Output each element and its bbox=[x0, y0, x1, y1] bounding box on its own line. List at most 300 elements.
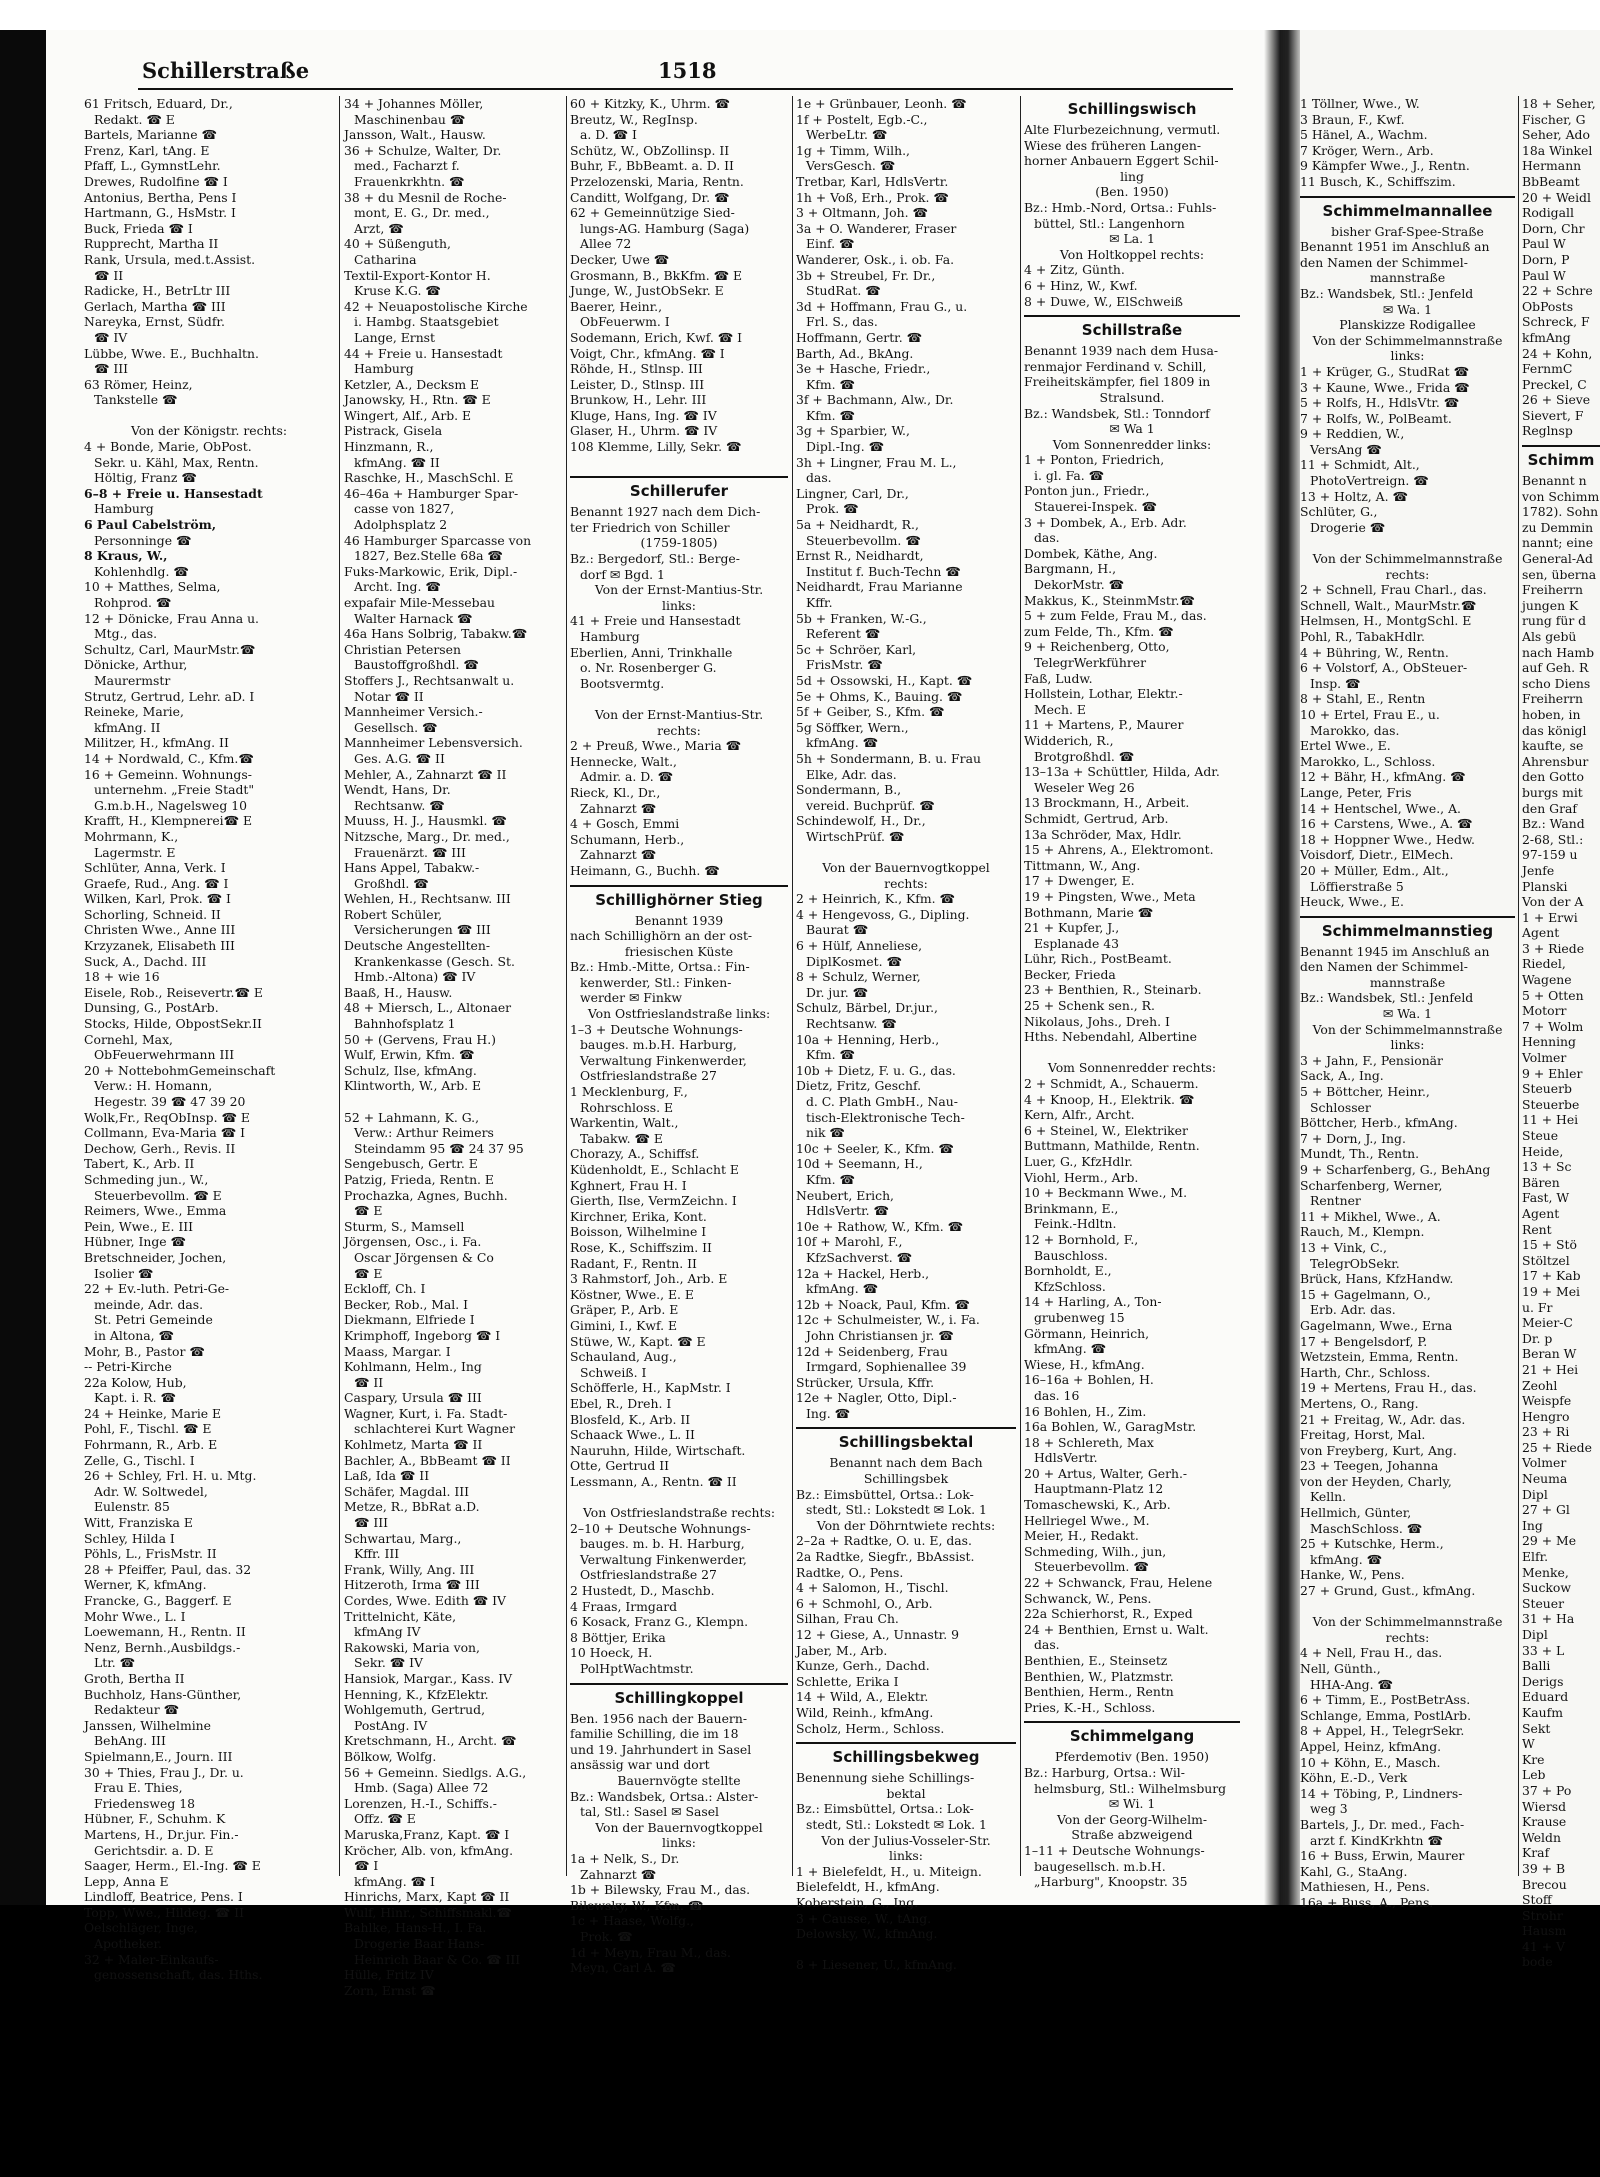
section-direction-note: rechts: bbox=[657, 722, 701, 738]
directory-entry-line: 42 + Neuapostolische Kirche bbox=[344, 298, 528, 314]
directory-entry-line: 4 Fraas, Irmgard bbox=[570, 1598, 678, 1614]
directory-entry-line: Pries, K.-H., Schloss. bbox=[1024, 1699, 1156, 1715]
directory-entry-line: 13a Schröder, Max, Hdlr. bbox=[1024, 826, 1182, 842]
directory-entry-line: 41 + V bbox=[1522, 1938, 1565, 1954]
directory-entry-line: 20 + Artus, Walter, Gerh.- bbox=[1024, 1465, 1188, 1481]
directory-entry-line: 4 + Knoop, H., Elektrik. ☎ bbox=[1024, 1091, 1195, 1107]
directory-entry-line: 16a + Buss, A., Pens. bbox=[1300, 1894, 1434, 1910]
directory-entry-line: von der Heyden, Charly, bbox=[1300, 1473, 1452, 1489]
directory-entry-line: 1 + Erwi bbox=[1522, 909, 1578, 925]
directory-entry-line: 63 Römer, Heinz, bbox=[84, 376, 193, 392]
directory-entry-line: Dipl bbox=[1522, 1627, 1548, 1642]
directory-entry-line: Klintworth, W., Arb. E bbox=[344, 1078, 482, 1094]
directory-entry-line: Scharfenberg, Werner, bbox=[1300, 1177, 1443, 1193]
directory-entry-line: 10c + Seeler, K., Kfm. ☎ bbox=[796, 1140, 954, 1156]
directory-entry-line: 18 + Schlereth, Max bbox=[1024, 1434, 1154, 1450]
directory-entry-line: auf Geh. R bbox=[1522, 660, 1589, 676]
directory-entry-line: Oscar Jörgensen & Co bbox=[354, 1249, 494, 1265]
directory-entry-line: 10 + Ertel, Frau E., u. bbox=[1300, 706, 1440, 722]
directory-entry-line: Drewes, Rudolfine ☎ I bbox=[84, 173, 228, 189]
directory-entry-line: Hennecke, Walt., bbox=[570, 753, 677, 769]
directory-entry-line: Prok. ☎ bbox=[580, 1928, 633, 1944]
directory-entry-line: Kohlmann, Helm., Ing bbox=[344, 1359, 482, 1375]
directory-entry-line: 18a Winkel bbox=[1522, 142, 1593, 158]
directory-entry-line: Verwaltung Finkenwerder, bbox=[580, 1551, 747, 1567]
directory-entry-line: Ostfrieslandstraße 27 bbox=[580, 1567, 717, 1583]
directory-entry-line: Frau E. Thies, bbox=[94, 1780, 183, 1796]
directory-entry-line: Steuerbevollm. ☎ E bbox=[94, 1187, 222, 1203]
directory-entry-line: in Altona, ☎ bbox=[94, 1327, 174, 1343]
directory-entry-line: den Namen der Schimmel- bbox=[1300, 959, 1468, 975]
directory-column-6 bbox=[1300, 96, 1515, 1910]
directory-entry-line: Zahnarzt ☎ bbox=[580, 1866, 657, 1882]
directory-entry-line: Stöltzel bbox=[1522, 1252, 1570, 1268]
street-heading: Schillingkoppel bbox=[570, 1683, 788, 1708]
directory-entry-line: 50 + (Gervens, Frau H.) bbox=[344, 1031, 496, 1047]
directory-entry-line: Pfaff, L., GymnstLehr. bbox=[84, 158, 221, 174]
directory-entry-line: Bz.: Bergedorf, Stl.: Berge- bbox=[570, 551, 740, 567]
directory-entry-line: Steuerbe bbox=[1522, 1096, 1580, 1112]
directory-entry-line: 4 + Nell, Frau H., das. bbox=[1300, 1645, 1443, 1661]
directory-entry-line: Löffierstraße 5 bbox=[1310, 878, 1404, 894]
directory-entry-line: Hauptmann-Platz 12 bbox=[1034, 1481, 1164, 1497]
directory-entry-line: Reineke, Marie, bbox=[84, 704, 184, 720]
directory-entry-line bbox=[796, 1942, 1016, 1958]
directory-entry-line: 17 + Bengelsdorf, P. bbox=[1300, 1333, 1428, 1349]
directory-entry-line: 6 + Schmohl, O., Arb. bbox=[796, 1595, 933, 1611]
directory-entry-line: Gesellsch. ☎ bbox=[354, 719, 438, 735]
directory-entry-line: Blosfeld, K., Arb. II bbox=[570, 1411, 691, 1427]
directory-entry-line: Rentner bbox=[1310, 1193, 1361, 1209]
directory-entry-line: Isolier ☎ bbox=[94, 1265, 154, 1281]
directory-entry-line: 18 + wie 16 bbox=[84, 969, 160, 985]
directory-entry-line: Bachler, A., BbBeamt ☎ II bbox=[344, 1452, 511, 1468]
street-heading: Schillingswisch bbox=[1067, 100, 1197, 118]
directory-entry-line: Barth, Ad., BkAng. bbox=[796, 345, 914, 361]
directory-entry-line: Bornholdt, E., bbox=[1024, 1263, 1112, 1279]
directory-entry-line bbox=[570, 455, 788, 471]
directory-entry-line: Lessmann, A., Rentn. ☎ II bbox=[570, 1473, 737, 1489]
directory-entry-line: 22a Schierhorst, R., Exped bbox=[1024, 1606, 1193, 1622]
directory-entry-line: Schlüter, G., bbox=[1300, 504, 1378, 520]
directory-entry-line: Suck, A., Dachd. III bbox=[84, 953, 207, 969]
street-heading: Schimmelmannstieg bbox=[1300, 916, 1515, 941]
directory-entry-line: G.m.b.H., Nagelsweg 10 bbox=[94, 797, 247, 813]
directory-entry-line: ObFeuerwehrmann III bbox=[94, 1047, 235, 1063]
directory-entry-line: kfmAng. ☎ bbox=[1034, 1341, 1107, 1357]
directory-entry-line: Otte, Gertrud II bbox=[570, 1458, 670, 1474]
directory-entry-line: Nitzsche, Marg., Dr. med., bbox=[344, 828, 510, 844]
directory-entry-line: W bbox=[1522, 1736, 1535, 1752]
directory-entry-line: Wild, Reinh., kfmAng. bbox=[796, 1704, 934, 1720]
directory-entry-line: 1c + Haase, Wolfg., bbox=[570, 1913, 694, 1929]
column-divider bbox=[792, 96, 793, 1876]
directory-entry-line: Schindewolf, H., Dr., bbox=[796, 813, 926, 829]
directory-entry-line: kfmAng. ☎ II bbox=[354, 454, 440, 470]
directory-entry-line: Wingert, Alf., Arb. E bbox=[344, 407, 472, 423]
directory-entry-line: Krause bbox=[1522, 1814, 1567, 1830]
directory-entry-line: Benthien, Herm., Rentn bbox=[1024, 1684, 1174, 1700]
directory-entry-line: 16 + Buss, Erwin, Maurer bbox=[1300, 1848, 1465, 1864]
directory-entry-line: 8 + Schulz, Werner, bbox=[796, 969, 921, 985]
section-direction-note: Von der Georg-Wilhelm- bbox=[1056, 1811, 1208, 1827]
section-direction-note: Vom Sonnenredder links: bbox=[1052, 436, 1212, 452]
directory-entry-line: Reglnsp bbox=[1522, 423, 1573, 439]
directory-entry-line: Schlange, Emma, PostlArb. bbox=[1300, 1707, 1472, 1723]
directory-entry-line: Kaufm bbox=[1522, 1704, 1563, 1720]
directory-entry-line: Mohr Wwe., L. I bbox=[84, 1608, 186, 1624]
directory-entry-line: 13 + Vink, C., bbox=[1300, 1239, 1388, 1255]
directory-entry-line: Adolphsplatz 2 bbox=[354, 517, 448, 533]
directory-entry-line: Saager, Herm., El.-Ing. ☎ E bbox=[84, 1858, 261, 1874]
section-direction-note: Von der Bauernvogtkoppel bbox=[595, 1819, 763, 1835]
directory-entry-line: Dipl bbox=[1522, 1486, 1548, 1502]
directory-entry-line: Schorling, Schneid. II bbox=[84, 906, 221, 922]
directory-entry-line: Riedel, bbox=[1522, 956, 1566, 972]
section-direction-note: links: bbox=[1390, 348, 1425, 364]
directory-entry-line: 14 + Harling, A., Ton- bbox=[1024, 1294, 1162, 1310]
directory-entry-line: Brinkmann, E., bbox=[1024, 1200, 1119, 1216]
directory-entry-line: jungen K bbox=[1522, 597, 1579, 613]
directory-entry-line: Silhan, Frau Ch. bbox=[796, 1611, 899, 1627]
directory-entry-line: 34 + Johannes Möller, bbox=[344, 96, 484, 111]
directory-entry-line: Freiheitskämpfer, fiel 1809 in bbox=[1024, 374, 1211, 390]
section-direction-note: Von Holtkoppel rechts: bbox=[1059, 246, 1205, 262]
directory-entry-line: 8 Böttjer, Erika bbox=[570, 1629, 666, 1645]
directory-entry-line: Hanke, W., Pens. bbox=[1300, 1567, 1405, 1583]
directory-entry-line: Hollstein, Lothar, Elektr.- bbox=[1024, 686, 1183, 702]
directory-entry-line: PolHptWachtmstr. bbox=[580, 1661, 694, 1676]
directory-entry-line: Radtke, O., Pens. bbox=[796, 1564, 904, 1580]
directory-entry-line: Steuer bbox=[1522, 1595, 1565, 1611]
header-rule bbox=[138, 88, 1233, 90]
directory-entry-line: Mundt, Th., Rentn. bbox=[1300, 1146, 1420, 1162]
directory-entry-line: 12 + Bornhold, F., bbox=[1024, 1231, 1139, 1247]
directory-entry-line: Seher, Ado bbox=[1522, 127, 1590, 143]
directory-entry-line: 38 + du Mesnil de Roche- bbox=[344, 189, 507, 205]
directory-entry-line: Sack, A., Ing. bbox=[1300, 1068, 1384, 1084]
directory-entry-line: 52 + Lahmann, K. G., bbox=[344, 1109, 480, 1125]
directory-entry-line: 2a Radtke, Siegfr., BbAssist. bbox=[796, 1549, 975, 1565]
directory-entry-line: Steuerbevollm. ☎ bbox=[806, 532, 921, 548]
directory-entry-line: Schlüter, Anna, Verk. I bbox=[84, 860, 226, 876]
directory-entry-line: Steue bbox=[1522, 1128, 1559, 1143]
directory-entry-line: DekorMstr. ☎ bbox=[1034, 577, 1125, 593]
directory-entry-line: zu Demmin bbox=[1522, 519, 1594, 535]
directory-entry-line: Schmidt, Gertrud, Arb. bbox=[1024, 810, 1169, 826]
directory-entry-line: Hellmich, Günter, bbox=[1300, 1505, 1412, 1521]
directory-entry-line: Wagene bbox=[1522, 972, 1572, 988]
directory-entry-line: Böttcher, Herb., kfmAng. bbox=[1300, 1115, 1458, 1131]
directory-entry-line: 9 + Reichenberg, Otto, bbox=[1024, 639, 1170, 655]
directory-entry-line: hoben, in bbox=[1522, 706, 1581, 722]
directory-entry-line: Feink.-Hdltn. bbox=[1034, 1216, 1117, 1232]
section-direction-note: Von der Döhrntwiete rechts: bbox=[816, 1517, 996, 1533]
directory-entry-line: Insp. ☎ bbox=[1310, 675, 1361, 691]
directory-entry-line: Hoffmann, Gertr. ☎ bbox=[796, 329, 923, 345]
directory-entry-line: 10 Hoeck, H. bbox=[570, 1645, 653, 1661]
directory-entry-line: Kfm. ☎ bbox=[806, 1047, 855, 1063]
directory-entry-line: 5g Söffker, Wern., bbox=[796, 719, 909, 735]
directory-entry-line: Christen Wwe., Anne III bbox=[84, 922, 236, 938]
section-direction-note: mannstraße bbox=[1369, 974, 1446, 990]
directory-entry-line: Rodigall bbox=[1522, 205, 1574, 221]
directory-entry-line: Wolk,Fr., ReqObInsp. ☎ E bbox=[84, 1109, 250, 1125]
directory-entry-line bbox=[796, 845, 1016, 861]
directory-entry-line: 19 + Pingsten, Wwe., Meta bbox=[1024, 888, 1196, 904]
directory-entry-line: Krimphoff, Ingeborg ☎ I bbox=[344, 1327, 501, 1343]
directory-entry-line: Becker, Rob., Mal. I bbox=[344, 1296, 469, 1312]
directory-entry-line: 18 + Hoppner Wwe., Hedw. bbox=[1300, 831, 1475, 847]
directory-entry-line: Boisson, Wilhelmine I bbox=[570, 1224, 707, 1240]
directory-entry-line: 24 + Heinke, Marie E bbox=[84, 1405, 222, 1421]
directory-entry-line: 9 + Ehler bbox=[1522, 1065, 1583, 1081]
directory-entry-line: Hamburg bbox=[580, 629, 640, 644]
directory-entry-line: familie Schilling, die im 18 bbox=[570, 1726, 739, 1742]
directory-entry-line: Wetzstein, Emma, Rentn. bbox=[1300, 1349, 1459, 1365]
directory-entry-line: 5 Hänel, A., Wachm. bbox=[1300, 127, 1428, 143]
directory-entry-line: Rauch, M., Klempn. bbox=[1300, 1224, 1425, 1240]
directory-entry-line: Cordes, Wwe. Edith ☎ IV bbox=[344, 1593, 506, 1608]
directory-entry-line: Kirchner, Erika, Kont. bbox=[570, 1208, 707, 1224]
directory-entry-line: 6 Kosack, Franz G., Klempn. bbox=[570, 1614, 749, 1630]
directory-entry-line: Catharina bbox=[354, 251, 417, 267]
directory-entry-line: 21 + Freitag, W., Adr. das. bbox=[1300, 1411, 1466, 1427]
directory-entry-line: 37 + Po bbox=[1522, 1782, 1572, 1798]
directory-entry-line: Suckow bbox=[1522, 1580, 1571, 1596]
directory-entry-line: 22 + Schre bbox=[1522, 283, 1593, 299]
directory-entry-line: 5h + Sondermann, B. u. Frau bbox=[796, 750, 981, 766]
directory-entry-line: Brunkow, H., Lehr. III bbox=[570, 392, 707, 408]
directory-entry-line: Hausm bbox=[1522, 1923, 1567, 1939]
section-direction-note: Von Ostfrieslandstraße links: bbox=[587, 1006, 771, 1022]
directory-entry-line: 3 + Dombek, A., Erb. Adr. bbox=[1024, 514, 1187, 530]
directory-entry-line: 24 + Kohn, bbox=[1522, 345, 1593, 361]
directory-entry-line: 1 + Bielefeldt, H., u. Miteign. bbox=[796, 1863, 982, 1879]
directory-column-7 bbox=[1522, 96, 1600, 1970]
directory-entry-line: casse von 1827, bbox=[354, 501, 455, 517]
directory-entry-line: Sengebusch, Gertr. E bbox=[344, 1156, 478, 1172]
directory-entry-line: 6 + Volstorf, A., ObSteuer- bbox=[1300, 660, 1468, 676]
directory-entry-line: dorf ✉ Bgd. 1 bbox=[580, 566, 665, 582]
directory-entry-line: Kghnert, Frau H. I bbox=[570, 1177, 687, 1193]
directory-entry-line: Nell, Günth., bbox=[1300, 1661, 1381, 1676]
directory-entry-line: Ponton jun., Friedr., bbox=[1024, 483, 1150, 499]
directory-entry-line: Witt, Franziska E bbox=[84, 1515, 193, 1531]
directory-entry-line: 6 + Hülf, Anneliese, bbox=[796, 938, 923, 954]
section-direction-note: Benannt nach dem Bach bbox=[829, 1455, 983, 1471]
directory-entry-line: Lepp, Anna E bbox=[84, 1873, 169, 1889]
directory-entry-line: 46 Hamburger Sparcasse von bbox=[344, 532, 532, 548]
directory-entry-line: ☎ II bbox=[354, 1374, 384, 1390]
directory-entry-line: Görmann, Heinrich, bbox=[1024, 1325, 1150, 1341]
directory-entry-line: Warkentin, Walt., bbox=[570, 1115, 679, 1131]
directory-entry-line: Stoff bbox=[1522, 1892, 1552, 1908]
directory-entry-line: ☎ E bbox=[354, 1265, 383, 1281]
directory-entry-line: Christian Petersen bbox=[344, 641, 461, 657]
directory-entry-line: Elfr. bbox=[1522, 1549, 1549, 1565]
directory-entry-line: 9 + Reddien, W., bbox=[1300, 426, 1405, 442]
directory-entry-line: Stauerei-Inspek. ☎ bbox=[1034, 499, 1157, 515]
directory-entry-line: Ben. 1956 nach der Bauern- bbox=[570, 1710, 748, 1726]
directory-entry-line bbox=[84, 408, 334, 424]
directory-entry-line: Versicherungen ☎ III bbox=[354, 922, 491, 938]
directory-entry-line: 14 + Töbing, P., Lindners- bbox=[1300, 1785, 1463, 1801]
directory-entry-line: Schreck, F bbox=[1522, 314, 1590, 330]
directory-entry-line: 5d + Ossowski, H., Kapt. ☎ bbox=[796, 672, 973, 688]
directory-entry-line: Zahnarzt ☎ bbox=[580, 847, 657, 863]
directory-entry-line: 1d + Meyn, Frau M., das. bbox=[570, 1944, 731, 1960]
directory-entry-line: 1g + Timm, Wilh., bbox=[796, 142, 910, 158]
directory-entry-line: Baaß, H., Hausw. bbox=[344, 984, 453, 1000]
directory-entry-line: Bahnhofsplatz 1 bbox=[354, 1016, 456, 1032]
directory-entry-line: Fast, W bbox=[1522, 1190, 1570, 1206]
directory-entry-line: u. Fr bbox=[1522, 1299, 1553, 1315]
directory-entry-line: Decker, Uwe ☎ bbox=[570, 251, 670, 267]
directory-entry-line: Wehlen, H., Rechtsanw. III bbox=[344, 891, 511, 907]
directory-entry-line: 6 Paul Cabelström, bbox=[84, 517, 217, 533]
directory-entry-line: Viohl, Herm., Arb. bbox=[1024, 1169, 1139, 1185]
directory-entry-line: expafair Mile-Messebau bbox=[344, 595, 495, 610]
directory-entry-line: 20 + NottebohmGemeinschaft bbox=[84, 1062, 276, 1078]
directory-entry-line: Leister, D., Stlnsp. III bbox=[570, 376, 705, 392]
directory-entry-line: Küdenholdt, E., Schlacht E bbox=[570, 1162, 739, 1177]
directory-entry-line: Bz.: Hmb.-Mitte, Ortsa.: Fin- bbox=[570, 959, 750, 975]
directory-entry-line: Strohr bbox=[1522, 1907, 1563, 1923]
section-direction-note: links: bbox=[662, 1835, 696, 1851]
section-direction-note: rechts: bbox=[1385, 1629, 1430, 1645]
directory-entry-line: Rohrschloss. E bbox=[580, 1099, 674, 1115]
directory-entry-line: 11 + Hei bbox=[1522, 1112, 1579, 1128]
directory-entry-line: TelegrObSekr. bbox=[1310, 1255, 1400, 1271]
directory-entry-line: nach Schillighörn an der ost- bbox=[570, 928, 753, 944]
directory-entry-line: 26 + Schley, Frl. H. u. Mtg. bbox=[84, 1468, 257, 1484]
directory-entry-line: d. C. Plath GmbH., Nau- bbox=[806, 1094, 958, 1109]
directory-entry-line: Als gebü bbox=[1522, 629, 1577, 644]
directory-entry-line: 2–10 + Deutsche Wohnungs- bbox=[570, 1520, 751, 1536]
directory-entry-line: Makkus, K., SteinmMstr.☎ bbox=[1024, 592, 1195, 608]
section-direction-note: links: bbox=[1390, 1037, 1425, 1053]
directory-entry-line: 39 + B bbox=[1522, 1860, 1566, 1876]
directory-entry-line: Mohrmann, K., bbox=[84, 828, 179, 844]
directory-entry-line: 108 Klemme, Lilly, Sekr. ☎ bbox=[570, 439, 742, 455]
directory-entry-line: Hengro bbox=[1522, 1408, 1570, 1424]
directory-entry-line: ter Friedrich von Schiller bbox=[570, 519, 730, 535]
directory-entry-line: Stocks, Hilde, ObpostSekr.II bbox=[84, 1016, 262, 1032]
directory-entry-line: MaschSchloss. ☎ bbox=[1310, 1520, 1423, 1536]
directory-entry-line: 7 + Wolm bbox=[1522, 1018, 1584, 1034]
directory-entry-line: Nenz, Bernh.,Ausbildgs.- bbox=[84, 1639, 241, 1655]
directory-entry-line: Hitzeroth, Irma ☎ III bbox=[344, 1577, 480, 1593]
directory-entry-line: Marokko, das. bbox=[1310, 722, 1400, 738]
directory-entry-line: und 19. Jahrhundert in Sasel bbox=[570, 1741, 752, 1757]
directory-entry-line: Heuck, Wwe., E. bbox=[1300, 894, 1404, 910]
directory-entry-line: Allee 72 bbox=[580, 236, 632, 252]
directory-entry-line: Brotgroßhdl. ☎ bbox=[1034, 748, 1135, 764]
directory-entry-line: Kröcher, Alb. von, kfmAng. bbox=[344, 1842, 514, 1858]
section-direction-note: Planskizze Rodigallee bbox=[1339, 317, 1476, 333]
directory-entry-line: Benannt 1945 im Anschluß an bbox=[1300, 943, 1490, 959]
directory-entry-line: 5 + Rolfs, H., HdlsVtr. ☎ bbox=[1300, 395, 1460, 411]
directory-entry-line: Bz.: Hmb.-Nord, Ortsa.: Fuhls- bbox=[1024, 199, 1217, 215]
directory-entry-line: ☎ E bbox=[354, 1203, 383, 1219]
column-divider bbox=[1020, 96, 1021, 1876]
directory-entry-line: Notar ☎ II bbox=[354, 688, 424, 704]
directory-entry-line: Frauenkrkhtn. ☎ bbox=[354, 173, 465, 189]
directory-entry-line: BehAng. III bbox=[94, 1733, 166, 1749]
directory-entry-line: ☎ IV bbox=[94, 329, 128, 345]
directory-entry-line: Rupprecht, Martha II bbox=[84, 236, 219, 252]
directory-entry-line: Ltr. ☎ bbox=[94, 1655, 136, 1671]
directory-entry-line: 3d + Hoffmann, Frau G., u. bbox=[796, 298, 968, 314]
directory-entry-line: helmsburg, Stl.: Wilhelmsburg bbox=[1034, 1780, 1227, 1796]
directory-entry-line: Agent bbox=[1522, 925, 1560, 941]
directory-entry-line: 5 + Böttcher, Heinr., bbox=[1300, 1084, 1430, 1100]
directory-entry-line: a. D. ☎ I bbox=[580, 127, 637, 143]
directory-entry-line: 25 + Kutschke, Herm., bbox=[1300, 1536, 1444, 1552]
directory-entry-line: Sekr. ☎ IV bbox=[354, 1655, 423, 1671]
directory-entry-line: Ostfrieslandstraße 27 bbox=[580, 1068, 717, 1084]
directory-entry-line: 10 + Köhn, E., Masch. bbox=[1300, 1754, 1441, 1770]
directory-entry-line: Faß, Ludw. bbox=[1024, 670, 1093, 686]
directory-entry-line: Sekr. u. Kähl, Max, Rentn. bbox=[94, 454, 259, 470]
directory-entry-line: Buttmann, Mathilde, Rentn. bbox=[1024, 1138, 1200, 1154]
directory-entry-line: Alte Flurbezeichnung, vermutl. bbox=[1024, 122, 1221, 137]
directory-entry-line: Meier-C bbox=[1522, 1315, 1573, 1331]
directory-entry-line: Wilken, Karl, Prok. ☎ I bbox=[84, 891, 231, 907]
section-direction-note: ✉ Wa. 1 bbox=[1382, 1006, 1433, 1022]
directory-entry-line: Benannt 1927 nach dem Dich- bbox=[570, 504, 761, 520]
directory-entry-line: 13–13a + Schüttler, Hilda, Adr. bbox=[1024, 764, 1220, 780]
directory-entry-line: Zorn, Ernst ☎ bbox=[344, 1982, 436, 1998]
directory-entry-line: 10 + Beckmann Wwe., M. bbox=[1024, 1185, 1188, 1201]
directory-entry-line: Bz.: Harburg, Ortsa.: Wil- bbox=[1024, 1764, 1185, 1780]
directory-entry-line: Schulz, Bärbel, Dr.jur., bbox=[796, 1000, 938, 1016]
directory-entry-line: Institut f. Buch-Techn ☎ bbox=[806, 563, 961, 579]
directory-entry-line: Dr. jur. ☎ bbox=[806, 984, 869, 1000]
directory-entry-line: 3 Rahmstorf, Joh., Arb. E bbox=[570, 1271, 728, 1287]
directory-entry-line: Marokko, L., Schloss. bbox=[1300, 753, 1436, 769]
section-direction-note: Von Ostfrieslandstraße rechts: bbox=[583, 1505, 775, 1521]
directory-entry-line: Redakteur ☎ bbox=[94, 1702, 180, 1718]
directory-entry-line: 10b + Dietz, F. u. G., das. bbox=[796, 1062, 956, 1078]
directory-entry-line: Pein, Wwe., E. III bbox=[84, 1218, 194, 1234]
directory-entry-line: 22 + Ev.-luth. Petri-Ge- bbox=[84, 1281, 230, 1297]
directory-entry-line: 16 Bohlen, H., Zim. bbox=[1024, 1403, 1147, 1419]
directory-entry-line: Bz.: Wandsbek, Stl.: Tonndorf bbox=[1024, 405, 1210, 421]
directory-entry-line: kaufte, se bbox=[1522, 738, 1584, 754]
directory-entry-line: 8 Kraus, W., bbox=[84, 548, 168, 564]
directory-entry-line: Pohl, R., TabakHdlr. bbox=[1300, 629, 1425, 644]
directory-entry-line: Agent bbox=[1522, 1205, 1560, 1221]
directory-entry-line: 6–8 + Freie u. Hansestadt bbox=[84, 485, 263, 501]
directory-entry-line: Drogerie Baar Hans- bbox=[354, 1936, 485, 1952]
directory-entry-line: ☎ III bbox=[354, 1515, 389, 1531]
directory-entry-line: HHA-Ang. ☎ bbox=[1310, 1676, 1393, 1692]
directory-entry-line: Kelln. bbox=[1310, 1489, 1347, 1505]
directory-entry-line: 5b + Franken, W.-G., bbox=[796, 610, 927, 626]
directory-entry-line: 16–16a + Bohlen, H. bbox=[1024, 1372, 1154, 1388]
directory-entry-line: 12d + Seidenberg, Frau bbox=[796, 1343, 948, 1359]
directory-entry-line: Frl. S., das. bbox=[806, 314, 878, 330]
directory-entry-line: Groth, Bertha II bbox=[84, 1670, 185, 1686]
directory-entry-line: 7 Kröger, Wern., Arb. bbox=[1300, 142, 1434, 158]
section-direction-note: Von der Julius-Vosseler-Str. bbox=[821, 1832, 991, 1848]
directory-entry-line: Lindloff, Beatrice, Pens. I bbox=[84, 1889, 243, 1905]
directory-entry-line bbox=[570, 691, 788, 707]
street-heading: Schillstraße bbox=[1024, 315, 1240, 340]
directory-entry-line: kfmAng. ☎ bbox=[806, 735, 879, 751]
